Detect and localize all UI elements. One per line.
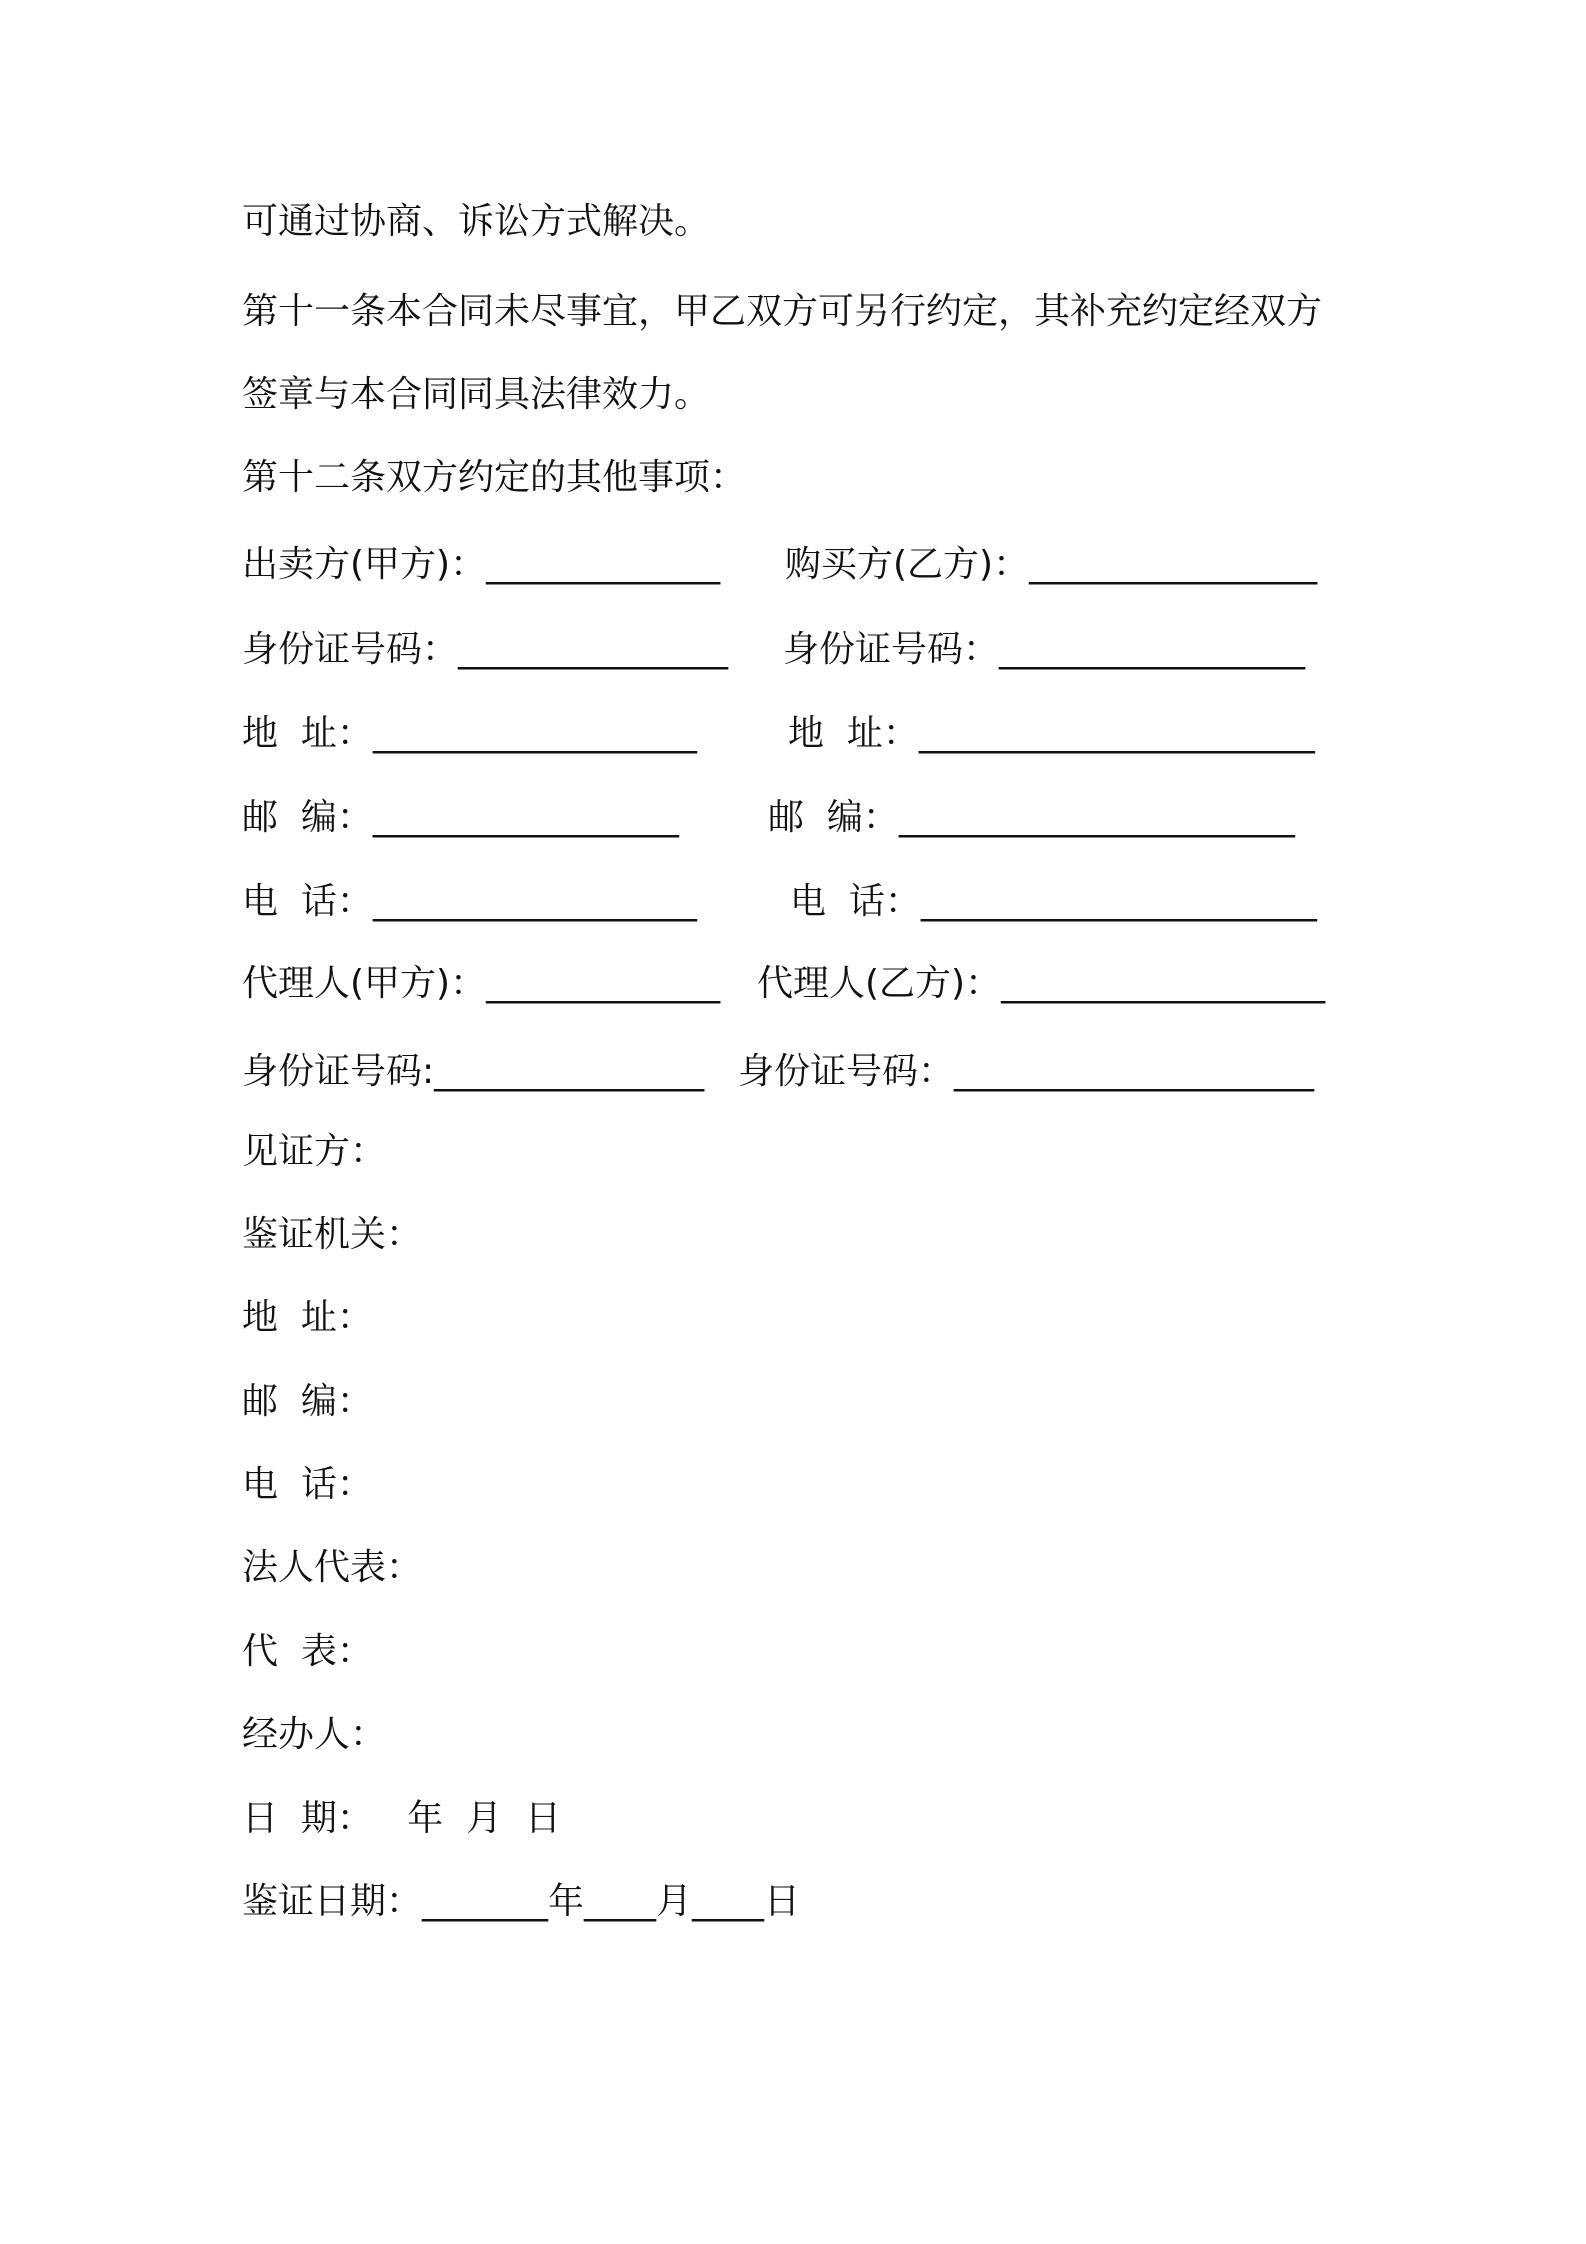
buyer-agent-field: 代理人(乙方)：__________________ <box>757 963 1326 1004</box>
paragraph-dispute-resolution: 可通过协商、诉讼方式解决。 <box>242 201 711 242</box>
seller-id-number-field: 身份证号码：_______________ <box>242 629 729 670</box>
legal-representative-field: 法人代表： <box>242 1547 423 1588</box>
buyer-agent-id-field: 身份证号码：____________________ <box>738 1051 1315 1092</box>
buyer-id-number-field: 身份证号码：_________________ <box>783 629 1306 670</box>
handler-field: 经办人： <box>242 1714 387 1755</box>
seller-address-field: 地 址：__________________ <box>242 713 697 754</box>
buyer-address-field: 地 址：______________________ <box>788 713 1315 754</box>
buyer-postcode-field: 邮 编：______________________ <box>768 797 1295 838</box>
buyer-party-field: 购买方(乙方)：________________ <box>785 544 1318 585</box>
witness-party-field: 见证方： <box>242 1131 387 1172</box>
representative-field: 代 表： <box>242 1631 373 1672</box>
buyer-phone-field: 电 话：______________________ <box>790 881 1317 922</box>
notary-office-field: 鉴证机关： <box>242 1214 423 1255</box>
seller-agent-id-field: 身份证号码:_______________ <box>242 1051 705 1092</box>
paragraph-article-11-line1: 第十一条本合同未尽事宜，甲乙双方可另行约定，其补充约定经双方 <box>242 291 1323 332</box>
seller-phone-field: 电 话：__________________ <box>242 881 697 922</box>
paragraph-article-11-line2: 签章与本合同同具法律效力。 <box>242 374 711 415</box>
seller-postcode-field: 邮 编：_________________ <box>242 797 679 838</box>
notary-phone-field: 电 话： <box>242 1464 373 1505</box>
notarization-date-field: 鉴证日期：_______年____月____日 <box>242 1881 801 1922</box>
date-field: 日 期： 年 月 日 <box>242 1798 561 1839</box>
seller-party-field: 出卖方(甲方)：_____________ <box>242 544 721 585</box>
notary-postcode-field: 邮 编： <box>242 1381 373 1422</box>
seller-agent-field: 代理人(甲方)：_____________ <box>242 963 721 1004</box>
paragraph-article-12: 第十二条双方约定的其他事项： <box>242 457 747 498</box>
notary-address-field: 地 址： <box>242 1297 373 1338</box>
